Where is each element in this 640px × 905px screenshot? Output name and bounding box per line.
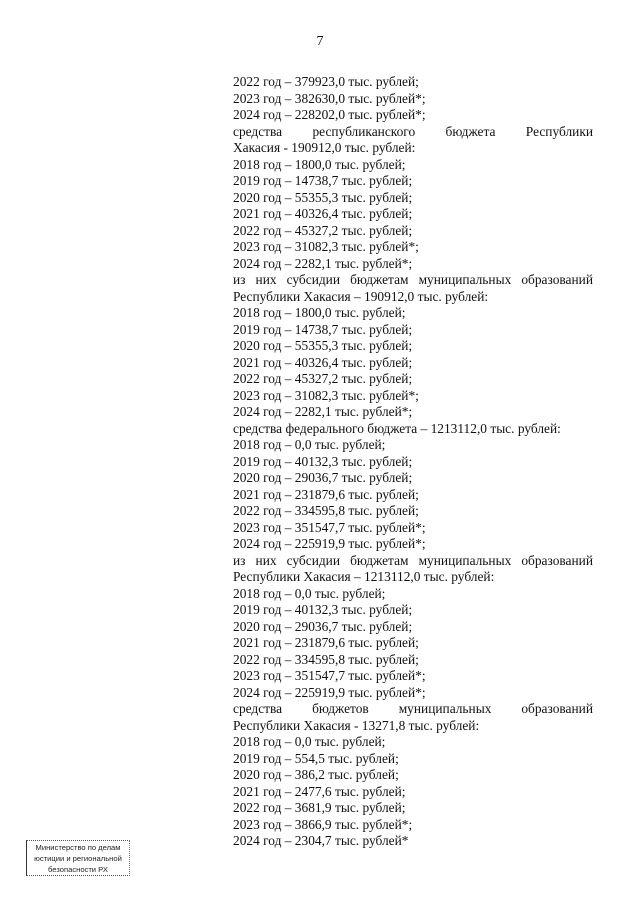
text-line: 2024 год – 228202,0 тыс. рублей*; xyxy=(233,107,426,122)
text-line: 2023 год – 31082,3 тыс. рублей*; xyxy=(233,387,419,403)
text-line: 2023 год – 351547,7 тыс. рублей*; xyxy=(233,668,426,683)
text-line: 2024 год – 225919,9 тыс. рублей*; xyxy=(233,536,426,551)
text-line: 2022 год – 45327,2 тыс. рублей; xyxy=(233,371,413,386)
text-line: Хакасия - 190912,0 тыс. рублей: xyxy=(233,140,416,155)
text-line: средства бюджетов муниципальных образований xyxy=(233,701,593,716)
text-line: 2021 год – 2477,6 тыс. рублей; xyxy=(233,783,406,799)
text-line: 2022 год – 334595,8 тыс. рублей; xyxy=(233,651,419,667)
text-line: Республики Хакасия - 13271,8 тыс. рублей: xyxy=(233,717,480,733)
text-line: 2021 год – 40326,4 тыс. рублей; xyxy=(233,354,413,370)
text-line: 2023 год – 31082,3 тыс. рублей*; xyxy=(233,239,419,254)
text-line: из них субсидии бюджетам муниципальных образований xyxy=(233,272,593,287)
text-line: 2019 год – 14738,7 тыс. рублей; xyxy=(233,321,413,337)
text-line: 2024 год – 2304,7 тыс. рублей* xyxy=(233,833,409,848)
text-line: средства федерального бюджета – 1213112,0 тыс. рублей: xyxy=(233,420,561,436)
text-line: 2021 год – 40326,4 тыс. рублей; xyxy=(233,206,413,221)
text-line: 2020 год – 386,2 тыс. рублей; xyxy=(233,767,399,782)
stamp-line: Министерство по делам xyxy=(35,843,121,852)
text-line: Республики Хакасия – 190912,0 тыс. рублей: xyxy=(233,288,489,304)
text-line: 2022 год – 3681,9 тыс. рублей; xyxy=(233,800,406,815)
text-line: 2018 год – 0,0 тыс. рублей; xyxy=(233,437,386,452)
text-line: 2021 год – 231879,6 тыс. рублей; xyxy=(233,486,419,502)
text-line: 2020 год – 55355,3 тыс. рублей; xyxy=(233,338,413,353)
text-line: 2019 год – 40132,3 тыс. рублей; xyxy=(233,602,413,617)
text-line: 2020 год – 55355,3 тыс. рублей; xyxy=(233,189,413,205)
text-line: 2024 год – 225919,9 тыс. рублей*; xyxy=(233,684,426,700)
text-line: из них субсидии бюджетам муниципальных образований xyxy=(233,552,593,568)
text-line: 2020 год – 29036,7 тыс. рублей; xyxy=(233,618,413,634)
text-line: 2022 год – 45327,2 тыс. рублей; xyxy=(233,222,413,238)
text-line: Республики Хакасия – 1213112,0 тыс. рублей: xyxy=(233,569,495,584)
text-line: 2019 год – 40132,3 тыс. рублей; xyxy=(233,453,413,469)
text-line: 2019 год – 554,5 тыс. рублей; xyxy=(233,750,399,766)
page-number: 7 xyxy=(316,34,324,49)
text-line: 2023 год – 351547,7 тыс. рублей*; xyxy=(233,519,426,535)
stamp-line: безопасности РХ xyxy=(48,865,108,874)
text-line: 2019 год – 14738,7 тыс. рублей; xyxy=(233,173,413,188)
text-line: 2024 год – 2282,1 тыс. рублей*; xyxy=(233,255,413,271)
text-line: 2022 год – 334595,8 тыс. рублей; xyxy=(233,503,419,518)
text-line: 2024 год – 2282,1 тыс. рублей*; xyxy=(233,404,413,419)
registration-stamp xyxy=(26,840,130,876)
text-line: 2023 год – 382630,0 тыс. рублей*; xyxy=(233,90,426,106)
text-line: 2018 год – 0,0 тыс. рублей; xyxy=(233,585,386,601)
text-line: 2018 год – 0,0 тыс. рублей; xyxy=(233,734,386,749)
text-line: 2018 год – 1800,0 тыс. рублей; xyxy=(233,305,406,320)
stamp-line: юстиции и региональной xyxy=(34,854,122,863)
text-line: средства республиканского бюджета Республики xyxy=(233,123,593,139)
document-body xyxy=(233,74,593,850)
text-line: 2022 год – 379923,0 тыс. рублей; xyxy=(233,74,419,89)
text-line: 2023 год – 3866,9 тыс. рублей*; xyxy=(233,816,413,832)
text-line: 2018 год – 1800,0 тыс. рублей; xyxy=(233,156,406,172)
text-line: 2021 год – 231879,6 тыс. рублей; xyxy=(233,635,419,650)
text-line: 2020 год – 29036,7 тыс. рублей; xyxy=(233,470,413,485)
